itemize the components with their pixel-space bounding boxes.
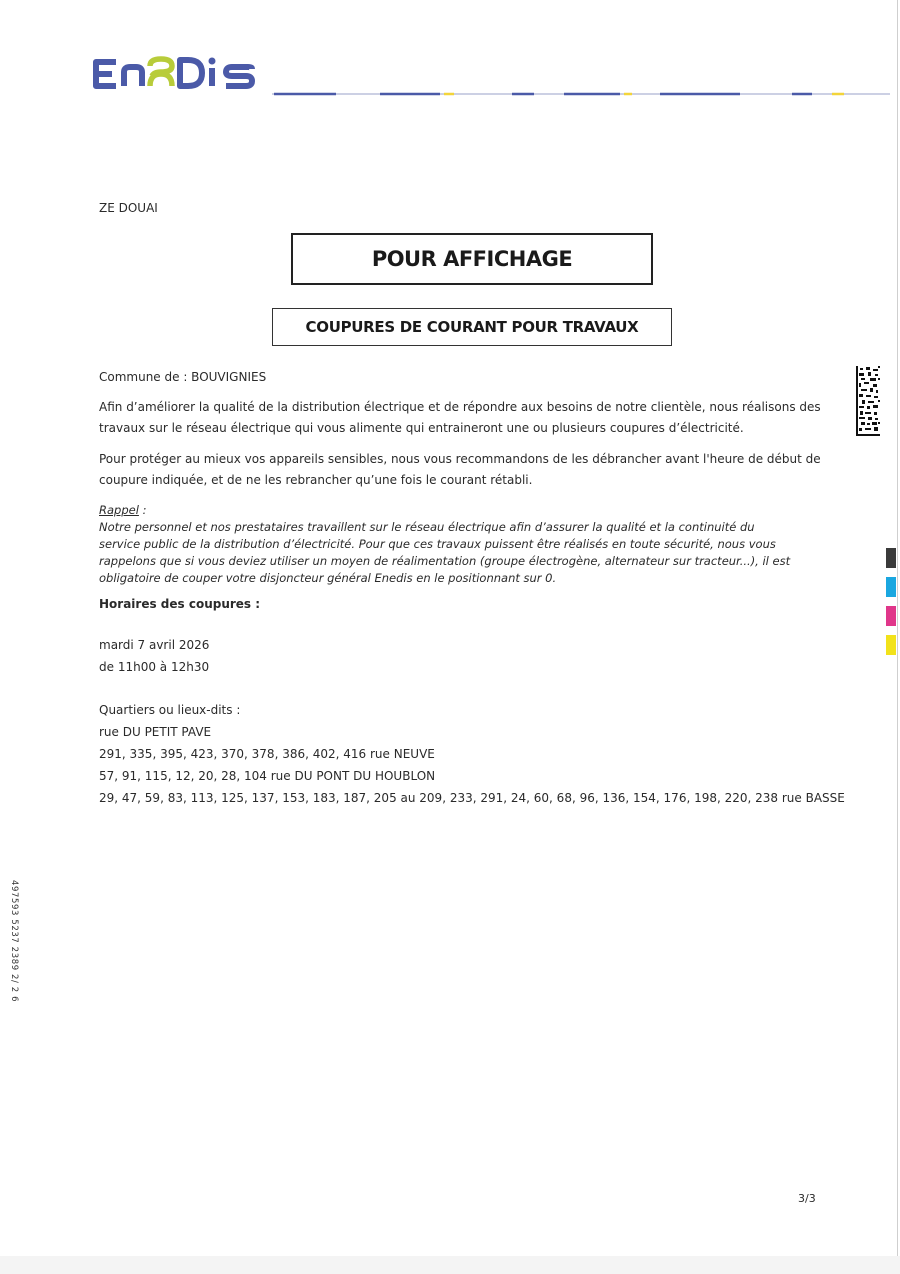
quartiers-heading: Quartiers ou lieux-dits :	[99, 703, 241, 717]
rappel-label-suffix: :	[138, 503, 147, 517]
print-mark-black	[886, 548, 896, 568]
street-line: rue DU PETIT PAVE	[99, 725, 212, 739]
outage-date: mardi 7 avril 2026	[99, 638, 210, 652]
enedis-logo	[92, 50, 262, 94]
print-mark-cyan	[886, 577, 896, 597]
bottom-scan-band	[0, 1256, 900, 1274]
rappel-label: Rappel	[99, 503, 139, 517]
advice-paragraph: Pour protéger au mieux vos appareils sensibles, nous vous recommandons de les débrancher avant l'heure de début de coupure indiquée, et de ne les rebrancher qu’une fois le courant rétabli.	[99, 452, 821, 487]
header-rule	[272, 82, 890, 88]
outage-hours: de 11h00 à 12h30	[99, 660, 210, 674]
street-line: 291, 335, 395, 423, 370, 378, 386, 402, 416 rue NEUVE	[99, 747, 435, 761]
rappel-text: Notre personnel et nos prestataires travaillent sur le réseau électrique afin d’assurer la qualité et la continuité du service public de la distribution d’électricité. Pour que ces travaux puissent être réalisés en toute sécurité, nous vous rappelons que si vous deviez utiliser un moyen de réalimentation (groupe électrogène, alternateur sur tracteur...), il est obligatoire de couper votre disjoncteur général Enedis en le positionnant sur 0.	[99, 520, 791, 585]
subtitle-box	[272, 308, 672, 346]
intro-paragraph: Afin d’améliorer la qualité de la distribution électrique et de répondre aux besoins de notre clientèle, nous réalisons des travaux sur le réseau électrique qui vous alimente qui entraineront une ou plusieurs coupures d’électricité.	[99, 400, 821, 435]
commune-line: Commune de : BOUVIGNIES	[99, 370, 267, 384]
page-number: 3/3	[798, 1192, 816, 1205]
title-box	[291, 233, 653, 285]
side-reference-code: 497593 5237 2389 2/ 2 6	[9, 880, 19, 1003]
print-mark-yellow	[886, 635, 896, 655]
page-edge	[897, 0, 898, 1274]
title-text: POUR AFFICHAGE	[371, 247, 573, 271]
rappel-block	[99, 502, 799, 587]
sender-label: ZE DOUAI	[99, 201, 158, 215]
datamatrix-barcode	[856, 366, 880, 436]
subtitle-text: COUPURES DE COURANT POUR TRAVAUX	[305, 318, 639, 336]
print-mark-magenta	[886, 606, 896, 626]
street-line: 57, 91, 115, 12, 20, 28, 104 rue DU PONT DU HOUBLON	[99, 769, 436, 783]
street-line: 29, 47, 59, 83, 113, 125, 137, 153, 183, 187, 205 au 209, 233, 291, 24, 60, 68, 96, 136, 154, 176, 198, 220, 238 rue BASSE	[99, 791, 845, 805]
horaires-heading: Horaires des coupures :	[99, 597, 261, 611]
